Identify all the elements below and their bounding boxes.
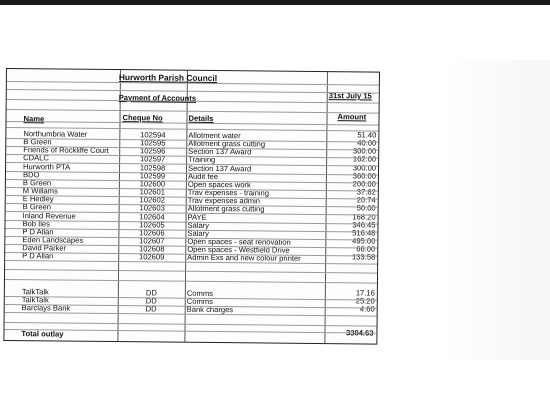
row-details: Open spaces - seat renovation [187,236,291,247]
row-details: Comms [186,288,214,298]
report-date: 31st July 15 [328,91,372,101]
row-payee: B Green [22,178,52,188]
row-amount: 495.00 [352,236,376,246]
row-payee: TalkTalk [21,295,49,305]
row-payee: Hurworth PTA [23,161,71,172]
row-amount: 346.45 [352,219,376,230]
row-amount: 300.00 [352,146,377,156]
row-payee: Northumbria Water [23,129,88,139]
header-name: Name [23,114,45,124]
report-subtitle: Payment of Accounts [118,93,197,103]
payment-sheet [3,68,380,345]
row-details: Salary [187,228,209,238]
header-details: Details [188,113,214,123]
row-amount: 300.00 [352,162,377,173]
row-payee: B Green [23,137,52,147]
row-details: Audit fee [187,171,218,181]
row-rule [5,269,377,274]
row-cheque-no: 102594 [140,130,166,140]
row-details: Open spaces - Westfield Drive [187,244,290,255]
row-amount: 360.00 [352,171,377,181]
row-amount: 40.00 [357,138,377,148]
row-rule [5,279,377,284]
row-cheque-no: 102608 [139,244,165,254]
header-amount: Amount [337,112,367,122]
row-payee: CDALC [23,153,49,163]
row-amount: 168.20 [352,211,376,222]
row-details: Trav expenses - training [187,187,270,198]
row-payee: E Hedley [22,194,54,204]
row-details: Training [188,155,216,165]
row-payee: Eden Landscapes [22,235,84,245]
row-cheque-no: 102607 [139,236,165,246]
row-details: Section 137 Award [188,147,252,157]
row-payee: B Green [22,202,51,212]
row-payee: Bob Iles [22,218,51,229]
row-cheque-no: 102600 [139,179,166,189]
row-amount: 162.00 [352,154,377,164]
row-amount: 17.16 [355,288,375,298]
row-cheque-no: 102595 [140,138,166,148]
row-amount: 20.74 [356,195,376,205]
row-amount: 4.60 [359,304,375,314]
row-details: Bank charges [186,305,234,315]
row-amount: 51.40 [357,130,377,140]
row-details: Open spaces work [187,179,251,190]
row-details: Allotment grass cutting [187,204,265,214]
row-cheque-no: 102596 [139,146,166,156]
row-amount: 133.58 [351,252,376,262]
total-amount: 3304.63 [345,328,374,338]
row-details: Allotment water [188,130,241,141]
row-cheque-no: 102609 [138,252,165,262]
row-payee: Inland Revenue [22,210,76,221]
row-amount: 66.00 [356,244,376,254]
total-label: Total outlay [21,329,64,339]
row-amount: 37.82 [356,187,376,197]
row-cheque-no: 102606 [139,228,165,238]
header-cheque: Cheque No [122,113,163,123]
row-amount: 200.00 [352,179,376,189]
row-payee: M Willams [22,186,58,196]
row-cheque-no: 102601 [139,187,166,197]
scan-top-edge [0,0,550,5]
council-title: Hurworth Parish Council [118,72,218,84]
row-payee: TalkTalk [21,287,49,297]
row-payee: P D Allan [22,251,54,261]
row-cheque-no: DD [145,296,157,306]
row-details: Salary [187,220,210,230]
row-payee: Barclays Bank [21,303,71,313]
row-cheque-no: DD [145,288,157,298]
row-cheque-no: 102605 [139,219,165,230]
row-payee: Friends of Rockliffe Court [23,145,109,156]
row-amount: 516.48 [352,228,376,238]
scan-background [440,60,550,360]
row-amount: 50.00 [356,203,376,213]
row-cheque-no: 102602 [139,195,165,205]
row-payee: P D Allan [22,226,54,237]
row-cheque-no: 102598 [139,162,166,173]
row-amount: 25.20 [355,296,375,306]
row-payee: BDO [22,169,40,180]
row-cheque-no: 102604 [139,211,165,222]
row-payee: David Parker [22,243,67,253]
row-details: Trav expenses admin [187,195,261,206]
row-details: Section 137 Award [188,163,252,173]
row-details: Comms [186,296,213,307]
row-cheque-no: 102597 [139,154,166,164]
row-details: Allotment grass cutting [188,138,266,149]
row-cheque-no: 102603 [139,203,165,213]
row-cheque-no: DD [145,304,157,314]
row-details: Admin Exs and new colour printer [187,252,301,264]
row-rule [5,322,377,327]
row-details: PAYE [187,212,207,222]
row-cheque-no: 102599 [139,171,166,181]
